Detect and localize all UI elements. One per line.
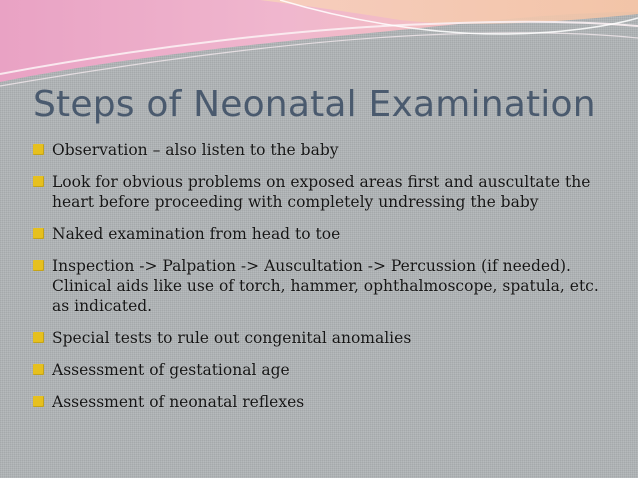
bullet-list — [33, 140, 611, 424]
bullet-text: Inspection -> Palpation -> Auscultation -> Percussion (if needed). Clinical aids like use of torch, hammer, ophthalmoscope, spatula, etc. as indicated. — [52, 257, 599, 315]
bullet-item — [33, 392, 611, 412]
bullet-text: Assessment of gestational age — [52, 361, 290, 379]
bullet-item — [33, 224, 611, 244]
bullet-square-icon — [33, 396, 44, 407]
bullet-square-icon — [33, 144, 44, 155]
bullet-square-icon — [33, 364, 44, 375]
bullet-item — [33, 328, 611, 348]
bullet-square-icon — [33, 332, 44, 343]
bullet-text: Assessment of neonatal reflexes — [52, 393, 305, 411]
bullet-square-icon — [33, 176, 44, 187]
bullet-item — [33, 360, 611, 380]
bullet-item — [33, 172, 611, 212]
bullet-item — [33, 256, 611, 316]
slide-title: Steps of Neonatal Examination — [33, 84, 596, 125]
bullet-text: Special tests to rule out congenital anomalies — [52, 329, 412, 347]
bullet-text: Observation – also listen to the baby — [52, 141, 339, 159]
bullet-item — [33, 140, 611, 160]
bullet-text: Look for obvious problems on exposed areas first and auscultate the heart before proceeding with completely undressing the baby — [52, 173, 591, 211]
bullet-text: Naked examination from head to toe — [52, 225, 341, 243]
bullet-square-icon — [33, 260, 44, 271]
bullet-square-icon — [33, 228, 44, 239]
